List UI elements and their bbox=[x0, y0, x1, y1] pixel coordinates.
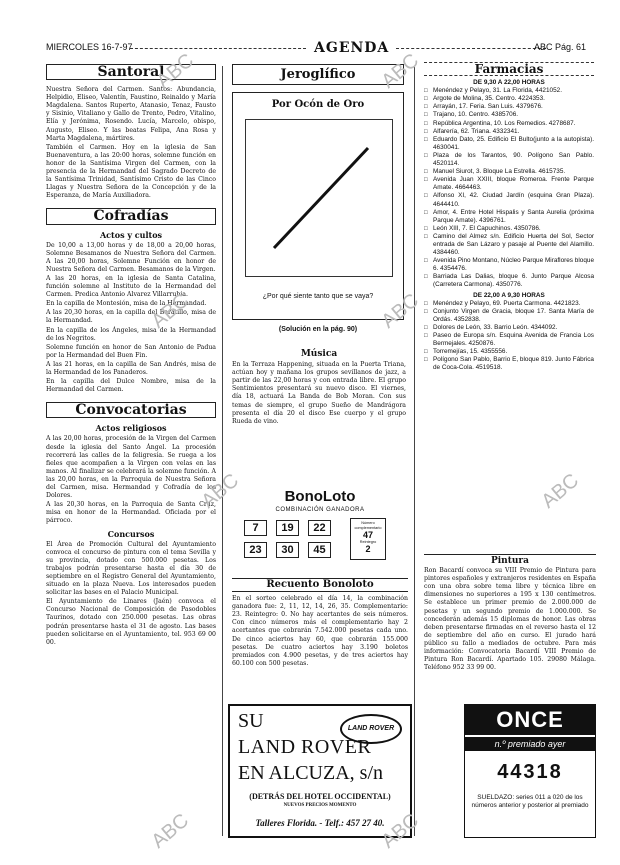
bonoloto-subtitle: COMBINACIÓN GANADORA bbox=[275, 507, 365, 513]
farmacias-title: Farmacias bbox=[424, 62, 594, 76]
jeroglifico-title: Jeroglífico bbox=[232, 64, 404, 85]
concursos-text: El Área de Promoción Cultural del Ayuntamiento convoca el concurso de pintura con el tema Sevilla y su provincia, dotado con 500.000 pesetas. Los trabajos podrán presentarse hasta el día 30 de septiembre en el Registro General del Ayuntamiento, situado en la plaza Nueva. Los interesados pueden solicitar las bases en el Palacio Municipal. bbox=[46, 540, 216, 597]
pharmacy-entry: □ Barriada Las Dalias, bloque 6. Junto Parque Alcosa (Carretera Carmona). 4350776. bbox=[424, 273, 594, 289]
reintegro-number: 2 bbox=[365, 544, 371, 554]
jeroglifico-image bbox=[245, 119, 393, 277]
pharmacy-entry: □ Paseo de Europa s/n. Esquina Avenida de Francia Los Bermejales. 4250876. bbox=[424, 332, 594, 348]
cofradias-text: De 10,00 a 13,00 horas y de 18,00 a 20,00 horas, Solemne Besamanos de Nuestra Señora del Carmen. A las 20,00 horas, Solemne Función en honor de Nuestra Señora del Carmen. Besamanos de la Virgen. bbox=[46, 241, 216, 273]
watermark-text: ABC bbox=[147, 809, 194, 853]
farmacias-group-day: DE 9,30 A 22,00 HORAS bbox=[473, 79, 545, 87]
pharmacy-entry: □ República Argentina, 10. Los Remedios. 4278687. bbox=[424, 120, 594, 128]
winning-number: 22 bbox=[308, 520, 331, 536]
header-rule-left bbox=[130, 48, 306, 49]
ad-line-prices: NUEVOS PRECIOS MOMENTO bbox=[283, 803, 357, 808]
jeroglifico-drawing bbox=[246, 120, 392, 276]
farmacias-section bbox=[424, 62, 594, 372]
pharmacy-entry: □ Conjunto Virgen de Gracia, bloque 17. Santa María de Ordás. 4352838. bbox=[424, 308, 594, 324]
farmacias-list-day bbox=[424, 87, 594, 289]
jeroglifico-stroke bbox=[274, 148, 368, 248]
santoral-title: Santoral bbox=[46, 64, 216, 80]
recuento-section bbox=[232, 578, 408, 669]
pharmacy-entry: □ Eduardo Dato, 25. Edificio El Bulto(junto a la autopista). 4630041. bbox=[424, 136, 594, 152]
recuento-title: Recuento Bonoloto bbox=[232, 578, 408, 592]
jeroglifico-question: ¿Por qué siente tanto que se vaya? bbox=[262, 293, 374, 300]
cofradias-text: En la capilla de los Ángeles, misa de la Hermandad de los Negritos. bbox=[46, 326, 216, 342]
cofradias-title: Cofradías bbox=[46, 208, 216, 224]
ad-line-address: EN ALCUZA, s/n bbox=[238, 762, 383, 784]
bonoloto-box bbox=[232, 488, 408, 576]
winning-number: 45 bbox=[308, 542, 331, 558]
complementario-label: Número complementario bbox=[354, 521, 382, 530]
concursos-title: Concursos bbox=[107, 528, 155, 539]
cofradias-text: A las 20,30 horas, en la capilla del Baratillo, misa de la Hermandad. bbox=[46, 309, 216, 325]
jeroglifico-solution: (Solución en la pág. 90) bbox=[278, 326, 358, 333]
cofradias-text: Solemne función en honor de San Antonio de Padua por la Hermandad del Buen Fin. bbox=[46, 343, 216, 359]
pintura-text: Ron Bacardí convoca su VIII Premio de Pintura para pintores españoles y extranjeros residentes en España con una obra sobre tema libre y técnica libre en dimensiones no superiores a 195 x 130 centímetros. Se establece un primer premio de 2.000.000 de pesetas y un segundo premio de 1.000.000. Se concederán además 15 diplomas de honor. Las obras deben presentarse firmadas en el reverso hasta el 12 de septiembre del año en curso. El jurado hará público su fallo a mediados de octubre. Para más información: Convocatoria Bacardí VIII Premio de Pintura Ron Bacardí. Apartado 105. 29080 Málaga. Teléfono 952 33 99 00. bbox=[424, 567, 596, 672]
watermark-text: ABC bbox=[152, 49, 199, 93]
complementario-number: 47 bbox=[362, 530, 373, 540]
page-header bbox=[46, 40, 586, 56]
ad-line-model: LAND ROVER bbox=[238, 736, 372, 758]
pintura-section bbox=[424, 554, 596, 673]
once-logo: ONCE bbox=[465, 705, 595, 735]
musica-title: Música bbox=[300, 349, 338, 359]
cofradias-text: En la capilla del Dulce Nombre, misa de la Hermandad del Carmen. bbox=[46, 378, 216, 394]
ad-line-location: (DETRÁS DEL HOTEL OCCIDENTAL) bbox=[249, 792, 391, 801]
convocatorias-title: Convocatorias bbox=[46, 402, 216, 418]
cofradias-text: A las 20 horas, en la iglesia de Santa Catalina, función solemne al Instituto de la Hermandad del Carmen. Predica Antonio Alvarez Villarrubia. bbox=[46, 274, 216, 299]
cofradias-subtitle: Actos y cultos bbox=[99, 229, 163, 240]
watermark-text: ABC bbox=[197, 469, 244, 513]
pharmacy-entry: □ Torremejías, 15. 4355556. bbox=[424, 348, 594, 356]
winning-number: 23 bbox=[244, 542, 267, 558]
pharmacy-entry: □ Menéndez y Pelayo, 69. Puerta Carmona. 4421823. bbox=[424, 300, 594, 308]
pharmacy-entry: □ Dolores de León, 33. Barrio León. 4344092. bbox=[424, 324, 594, 332]
left-column bbox=[46, 62, 216, 648]
jeroglifico-author: Por Ocón de Oro bbox=[271, 99, 365, 110]
pintura-title: Pintura bbox=[424, 554, 596, 567]
winning-number: 19 bbox=[276, 520, 299, 536]
farmacias-group-night: DE 22,00 A 9,30 HORAS bbox=[473, 291, 545, 299]
once-box bbox=[464, 704, 596, 838]
header-date: MIERCOLES 16-7-97 bbox=[46, 42, 133, 52]
column-divider bbox=[414, 66, 415, 836]
landrover-badge: LAND ROVER bbox=[340, 714, 402, 744]
recuento-text: En el sorteo celebrado el día 14, la combinación ganadora fue: 2, 11, 12, 14, 26, 35. Complementario: 23. Reintegro: 0. No hay acertantes de seis números. Con cinco números más el complementario hay 2 acertantes que cobrarán 7.542.000 pesetas cada uno. De cinco aciertos hay 60, que cobrarán 155.000 pesetas. De cuatro aciertos hay 3.190 boletos premiados con 4.900 pesetas, y de tres aciertos hay 60.100 con 500 pesetas. bbox=[232, 595, 408, 667]
concursos-text: El Ayuntamiento de Linares (Jaén) convoca el Concurso Nacional de Composición de Pasodobles Taurinos, dotado con 250.000 pesetas. Las obras podrán presentarse hasta el 31 de agosto. Las bases pueden solicitarse en el Ayuntamiento, tel. 953 69 00 00. bbox=[46, 598, 216, 646]
cofradias-text: A las 21 horas, en la capilla de San Andrés, misa de la Hermandad de los Panaderos. bbox=[46, 360, 216, 376]
cofradias-text: En la capilla de Montesión, misa de la Hermandad. bbox=[46, 300, 207, 308]
musica-text: En la Terraza Happening, situada en la Puerta Triana, actúan hoy y mañana los grupos sevillanos de jazz, a partir de las 22,00 horas y con entrada libre. El grupo Sentimientos presentará su nuevo disco. El viernes, día 18, actuará La Banda de Bob Moran. Con sus temas de siempre, el grupo Sueño de Mandrágora presenta el día 20 el disco Ese cuerpo y el grupo Rueda de vino. bbox=[232, 361, 406, 425]
pharmacy-entry: □ Argote de Molina, 35. Centro. 4224353. bbox=[424, 95, 594, 103]
actos-text: A las 20,30 horas, en la Parroquia de Santa Cruz, misa en honor de la Hermandad. Oficiada por el párroco. bbox=[46, 501, 216, 525]
watermark-text: ABC bbox=[537, 469, 584, 513]
bonoloto-logo: BonoLoto bbox=[284, 488, 356, 505]
actos-title: Actos religiosos bbox=[95, 423, 167, 434]
pharmacy-entry: □ Alfarería, 62. Triana. 4332341. bbox=[424, 128, 594, 136]
santoral-text: También el Carmen. Hoy en la iglesia de San Buenaventura, a las 20:00 horas, solemne función en honor de la Santísima Virgen del Carmen, con la presencia de la Hermandad del Sagrado Decreto de la Santísima Trinidad, Santísimo Cristo de las Cinco Llagas y Nuestra Señora de la Concepción y de la Esperanza, de María Auxiliadora. bbox=[46, 143, 216, 200]
pharmacy-entry: □ Avenida Juan XXIII, bloque Romeroa. Frente Parque Amate. 4664463. bbox=[424, 176, 594, 192]
once-sueldazo: SUELDAZO: series 011 a 020 de los números anterior y posterior al premiado bbox=[471, 794, 589, 809]
jeroglifico-box bbox=[232, 92, 404, 320]
section-title: AGENDA bbox=[314, 40, 390, 56]
ad-line-su: SU bbox=[238, 710, 264, 732]
actos-text: A las 20,00 horas, procesión de la Virgen del Carmen desde la iglesia del Santo Ángel. La procesión recorrerá las calles de la feligresía. Se ruega a los fieles que acompañen a la Virgen con velas en las manos. Al finalizar se celebrará la solemne función. A las 20,00 horas, en la Parroquia de Nuestra Señora del Carmen, misa. Hermandad y Cofradía de los Dolores. bbox=[46, 435, 216, 500]
pharmacy-entry: □ Menéndez y Pelayo, 31. La Florida, 4421052. bbox=[424, 87, 594, 95]
musica-section bbox=[232, 346, 406, 427]
watermark-text: ABC bbox=[147, 289, 194, 333]
once-winning-number: 44318 bbox=[497, 761, 563, 783]
pharmacy-entry: □ Polígono San Pablo, Barrio E, bloque 819. Junto Fábrica de Coca-Cola. 4519518. bbox=[424, 356, 594, 372]
pharmacy-entry: □ Amor, 4. Entre Hotel Hispalis y Santa Aurelia (próxima Parque Amate). 4396761. bbox=[424, 209, 594, 225]
watermark-text: ABC bbox=[377, 289, 424, 333]
complementario-box bbox=[350, 518, 386, 560]
reintegro-label: Reintegro bbox=[359, 540, 377, 544]
farmacias-list-night bbox=[424, 300, 594, 373]
pharmacy-entry: □ Alfonso XI, 42. Ciudad Jardín (esquina Gran Plaza). 4644410. bbox=[424, 192, 594, 208]
header-rule-right bbox=[396, 48, 546, 49]
santoral-text: Nuestra Señora del Carmen. Santos: Abundancia, Helpidio, Eliseo, Valentín, Faustino, Reinaldo y María Magdalena. Santos Ruperto, Atanasio, Tenaz, Fausto y Sisinio, Vitaliano y Gallo de Trento, Pedro, Vitalino, Elía y Jerónima, Rosendo. Lucía, Marcelo, obispo, Augusto, Eliseo. Y las beatas Felipa, Ana Rosa y Marta Magdalena, mártires. bbox=[46, 86, 216, 142]
ad-footer: Talleres Florida. - Telf.: 457 27 40. bbox=[255, 818, 385, 828]
winning-number: 30 bbox=[276, 542, 299, 558]
page-number: ABC Pág. 61 bbox=[533, 42, 586, 52]
pharmacy-entry: □ Manuel Siurot, 3. Bloque La Estrella. 4615735. bbox=[424, 168, 594, 176]
watermark-text: ABC bbox=[377, 49, 424, 93]
pharmacy-entry: □ Arrayán, 17. Feria. San Luis. 4379676. bbox=[424, 103, 594, 111]
pharmacy-entry: □ Avenida Pino Montano, Núcleo Parque Miraflores bloque 6. 4354476. bbox=[424, 257, 594, 273]
pharmacy-entry: □ Plaza de los Tarantos, 90. Polígono San Pablo. 4520114. bbox=[424, 152, 594, 168]
once-premiado-label: n.º premiado ayer bbox=[465, 737, 595, 751]
pharmacy-entry: □ León XIII, 7. El Capuchinos. 4350786. bbox=[424, 225, 594, 233]
landrover-ad bbox=[228, 704, 412, 838]
column-divider bbox=[222, 66, 223, 836]
winning-number: 7 bbox=[244, 520, 267, 536]
pharmacy-entry: □ Trajano, 10. Centro. 4385706. bbox=[424, 111, 594, 119]
pharmacy-entry: □ Camino del Almez s/n. Edificio Huerta del Sol, Sector entrada de San Lázaro y pasaje al Puente del Alamillo. 4384460. bbox=[424, 233, 594, 257]
watermark-text: ABC bbox=[377, 809, 424, 853]
